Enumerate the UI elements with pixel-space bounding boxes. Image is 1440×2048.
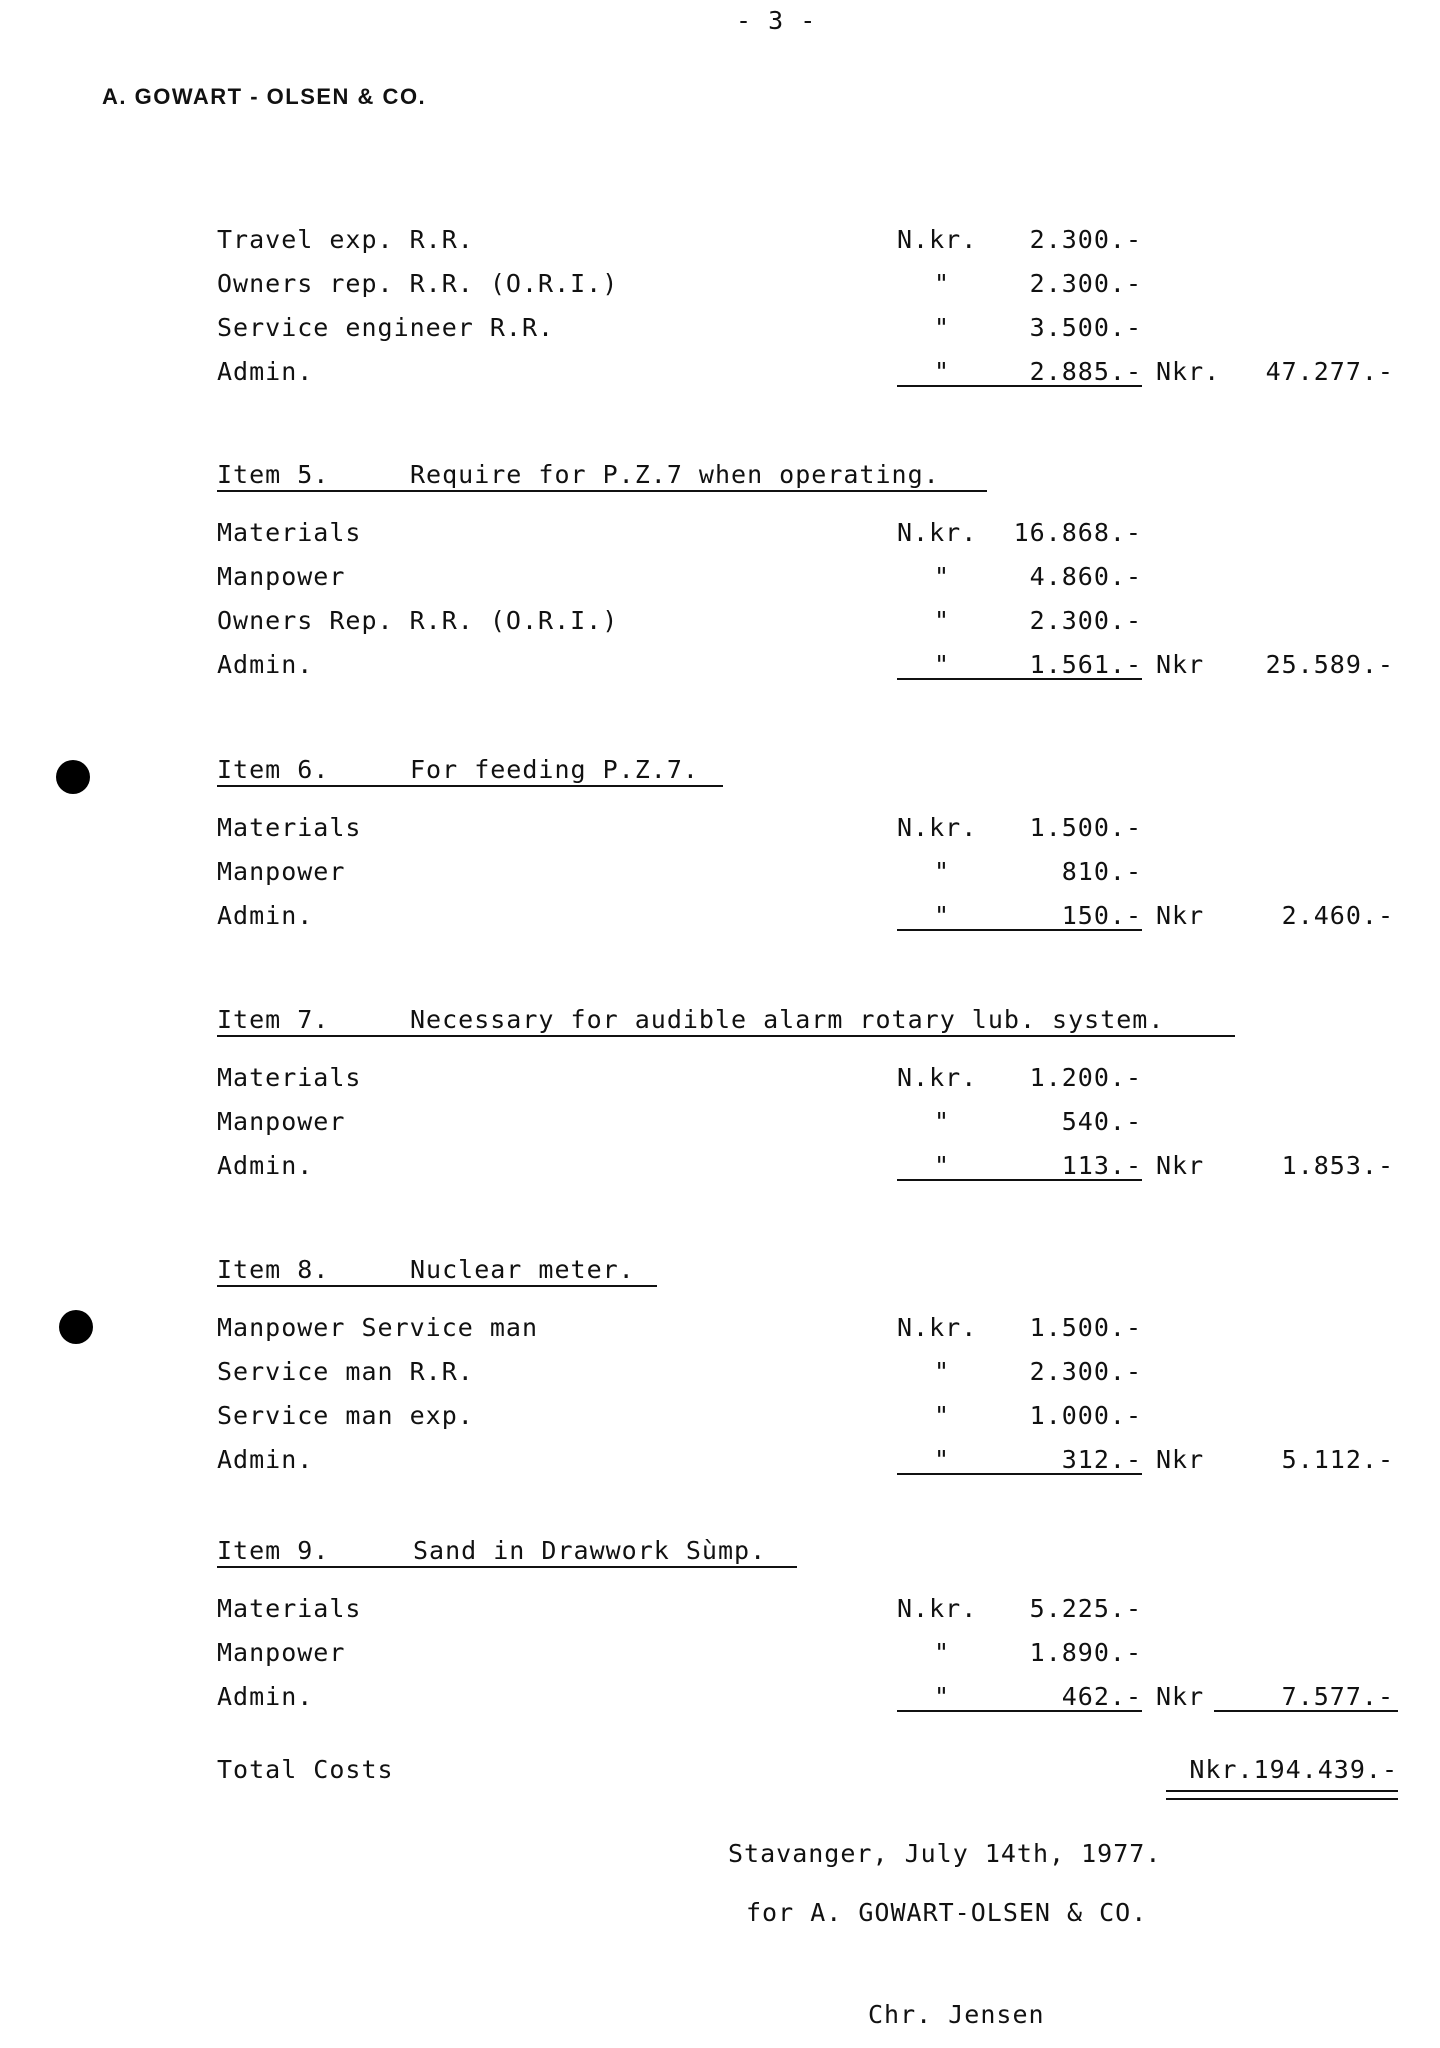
ditto-mark: " bbox=[933, 357, 951, 386]
subtotal-amount: 47.277.- bbox=[1265, 357, 1394, 386]
line-amount: 312.- bbox=[1061, 1445, 1142, 1474]
line-amount: 1.000.- bbox=[1029, 1401, 1142, 1430]
line-label: Materials bbox=[217, 518, 362, 547]
column-underline bbox=[897, 384, 1142, 387]
column-underline bbox=[897, 1709, 1142, 1712]
line-label: Service man R.R. bbox=[217, 1357, 474, 1386]
letterhead-company-name: A. GOWART - OLSEN & CO. bbox=[102, 84, 427, 109]
line-label: Admin. bbox=[217, 1682, 314, 1711]
subtotal-amount: 25.589.- bbox=[1265, 650, 1394, 679]
line-amount: 3.500.- bbox=[1029, 313, 1142, 342]
item-title: Item 8. bbox=[217, 1255, 330, 1284]
item-description: For feeding P.Z.7. bbox=[410, 755, 699, 784]
item-heading-underline bbox=[217, 784, 723, 787]
line-label: Manpower bbox=[217, 1107, 346, 1136]
column-underline bbox=[897, 928, 1142, 931]
item-heading-underline bbox=[217, 489, 987, 492]
on-behalf-line: for A. GOWART-OLSEN & CO. bbox=[746, 1898, 1148, 1927]
subtotal-amount: 2.460.- bbox=[1281, 901, 1394, 930]
line-label: Manpower Service man bbox=[217, 1313, 539, 1342]
line-amount: 462.- bbox=[1061, 1682, 1142, 1711]
binder-hole-mark bbox=[56, 760, 90, 794]
subtotal-amount: 1.853.- bbox=[1281, 1151, 1394, 1180]
line-label: Admin. bbox=[217, 650, 314, 679]
line-amount: 1.500.- bbox=[1029, 1313, 1142, 1342]
item-description: Necessary for audible alarm rotary lub. system. bbox=[410, 1005, 1165, 1034]
item-heading-underline bbox=[217, 1034, 1235, 1037]
line-label: Owners rep. R.R. (O.R.I.) bbox=[217, 269, 619, 298]
line-label: Materials bbox=[217, 1594, 362, 1623]
item-title: Item 7. bbox=[217, 1005, 330, 1034]
line-label: Owners Rep. R.R. (O.R.I.) bbox=[217, 606, 619, 635]
line-amount: 1.500.- bbox=[1029, 813, 1142, 842]
ditto-mark: " bbox=[933, 650, 951, 679]
line-amount: 810.- bbox=[1061, 857, 1142, 886]
ditto-mark: " bbox=[933, 269, 951, 298]
currency-unit: N.kr. bbox=[897, 813, 978, 842]
currency-unit: N.kr. bbox=[897, 518, 978, 547]
ditto-mark: " bbox=[933, 1357, 951, 1386]
line-label: Service engineer R.R. bbox=[217, 313, 555, 342]
total-amount: Nkr.194.439.- bbox=[1189, 1755, 1398, 1784]
line-amount: 2.300.- bbox=[1029, 606, 1142, 635]
line-amount: 2.300.- bbox=[1029, 269, 1142, 298]
line-amount: 2.885.- bbox=[1029, 357, 1142, 386]
ditto-mark: " bbox=[933, 1682, 951, 1711]
line-amount: 5.225.- bbox=[1029, 1594, 1142, 1623]
subtotal-label: Nkr bbox=[1156, 650, 1205, 679]
line-label: Admin. bbox=[217, 1151, 314, 1180]
item-title: Item 6. bbox=[217, 755, 330, 784]
subtotal-amount: 7.577.- bbox=[1281, 1682, 1394, 1711]
total-label: Total Costs bbox=[217, 1755, 394, 1784]
ditto-mark: " bbox=[933, 1107, 951, 1136]
line-label: Materials bbox=[217, 1063, 362, 1092]
item-title: Item 5. bbox=[217, 460, 330, 489]
line-amount: 1.890.- bbox=[1029, 1638, 1142, 1667]
column-underline bbox=[897, 1178, 1142, 1181]
line-label: Manpower bbox=[217, 1638, 346, 1667]
item-description: Nuclear meter. bbox=[410, 1255, 635, 1284]
line-amount: 1.200.- bbox=[1029, 1063, 1142, 1092]
item-description: Sand in Drawwork Sùmp. bbox=[413, 1536, 767, 1565]
ditto-mark: " bbox=[933, 313, 951, 342]
subtotal-label: Nkr bbox=[1156, 1682, 1205, 1711]
column-underline bbox=[897, 1472, 1142, 1475]
line-label: Admin. bbox=[217, 357, 314, 386]
currency-unit: N.kr. bbox=[897, 1594, 978, 1623]
line-amount: 4.860.- bbox=[1029, 562, 1142, 591]
line-amount: 2.300.- bbox=[1029, 225, 1142, 254]
ditto-mark: " bbox=[933, 1151, 951, 1180]
subtotal-underline bbox=[1214, 1709, 1398, 1712]
currency-unit: N.kr. bbox=[897, 1313, 978, 1342]
ditto-mark: " bbox=[933, 1445, 951, 1474]
place-date: Stavanger, July 14th, 1977. bbox=[728, 1839, 1162, 1868]
line-label: Manpower bbox=[217, 562, 346, 591]
subtotal-label: Nkr bbox=[1156, 1151, 1205, 1180]
page-number: - 3 - bbox=[736, 6, 817, 35]
subtotal-label: Nkr bbox=[1156, 1445, 1205, 1474]
item-heading-underline bbox=[217, 1284, 657, 1287]
line-label: Travel exp. R.R. bbox=[217, 225, 474, 254]
line-label: Materials bbox=[217, 813, 362, 842]
currency-unit: N.kr. bbox=[897, 1063, 978, 1092]
line-label: Service man exp. bbox=[217, 1401, 474, 1430]
subtotal-label: Nkr bbox=[1156, 901, 1205, 930]
item-heading-underline bbox=[217, 1565, 797, 1568]
item-description: Require for P.Z.7 when operating. bbox=[410, 460, 940, 489]
item-title: Item 9. bbox=[217, 1536, 330, 1565]
line-amount: 16.868.- bbox=[1013, 518, 1142, 547]
signatory-name: Chr. Jensen bbox=[868, 2000, 1045, 2029]
line-label: Admin. bbox=[217, 1445, 314, 1474]
ditto-mark: " bbox=[933, 1638, 951, 1667]
line-label: Admin. bbox=[217, 901, 314, 930]
line-amount: 150.- bbox=[1061, 901, 1142, 930]
column-underline bbox=[897, 677, 1142, 680]
line-amount: 1.561.- bbox=[1029, 650, 1142, 679]
line-amount: 113.- bbox=[1061, 1151, 1142, 1180]
currency-unit: N.kr. bbox=[897, 225, 978, 254]
subtotal-label: Nkr. bbox=[1156, 357, 1221, 386]
ditto-mark: " bbox=[933, 562, 951, 591]
line-amount: 540.- bbox=[1061, 1107, 1142, 1136]
binder-hole-mark bbox=[59, 1310, 93, 1344]
ditto-mark: " bbox=[933, 901, 951, 930]
ditto-mark: " bbox=[933, 857, 951, 886]
line-label: Manpower bbox=[217, 857, 346, 886]
total-double-underline bbox=[1166, 1790, 1398, 1800]
ditto-mark: " bbox=[933, 606, 951, 635]
ditto-mark: " bbox=[933, 1401, 951, 1430]
subtotal-amount: 5.112.- bbox=[1281, 1445, 1394, 1474]
line-amount: 2.300.- bbox=[1029, 1357, 1142, 1386]
